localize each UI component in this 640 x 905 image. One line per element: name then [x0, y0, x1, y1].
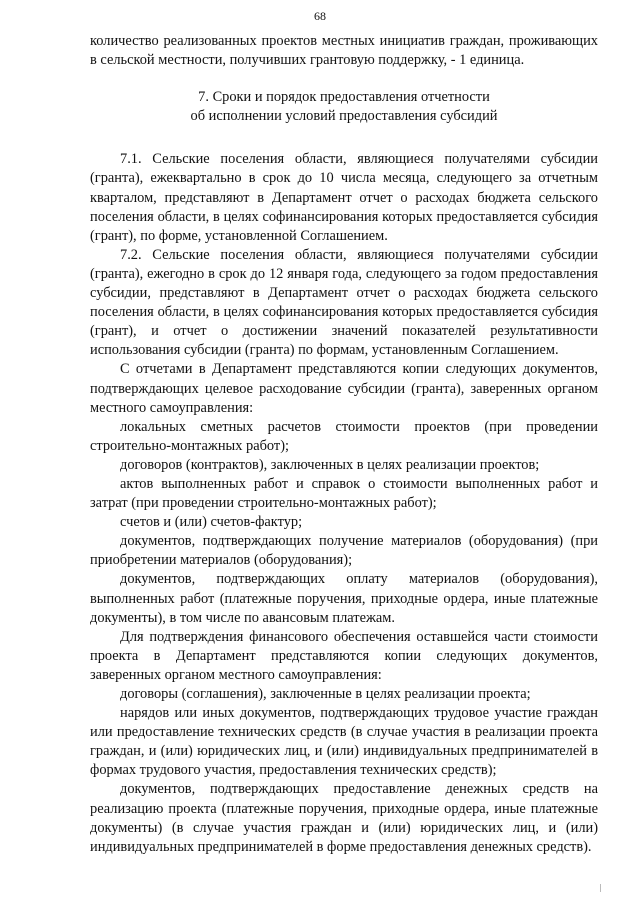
list-item-materials-receipt: документов, подтверждающих получение материалов (оборудования) (при приобретении материалов (оборудования);: [90, 533, 598, 569]
paragraph-financial-confirmation: Для подтверждения финансового обеспечения оставшейся части стоимости проекта в Департамент представляются копии следующих документов, заверенных органом местного самоуправления:: [90, 628, 598, 683]
list-item-payment-docs: документов, подтверждающих оплату материалов (оборудования), выполненных работ (платежные поручения, приходные ордера, иные платежные документы), в том числе по авансовым платежам.: [90, 571, 598, 626]
section-title-line-2: об исполнении условий предоставления субсидий: [190, 108, 498, 125]
list-item-estimates: локальных сметных расчетов стоимости проектов (при проведении строительно-монтажных работ);: [90, 418, 598, 454]
paragraph-reports-copies: С отчетами в Департамент представляются копии следующих документов, подтверждающих целевое расходование субсидии (гранта), заверенных органом местного самоуправления:: [90, 361, 598, 416]
intro-paragraph: количество реализованных проектов местных инициатив граждан, проживающих в сельской местности, получивших грантовую поддержку, - 1 единица.: [90, 33, 598, 69]
list-item-contracts: договоров (контрактов), заключенных в целях реализации проектов;: [120, 456, 540, 473]
list-item-monetary-contribution: документов, подтверждающих предоставление денежных средств на реализацию проекта (платежные поручения, приходные ордера, иные платежные документы) (в случае участия граждан и (или) юридических лиц, и (или) индивидуальных предпринимателей в форме предоставления денежных средств).: [90, 781, 598, 855]
scan-mark: [600, 884, 601, 892]
section-heading: [90, 88, 598, 126]
page-number: 68: [314, 9, 326, 23]
list-item-invoices: счетов и (или) счетов-фактур;: [120, 514, 303, 531]
list-item-acts: актов выполненных работ и справок о стоимости выполненных работ и затрат (при проведении строительно-монтажных работ);: [90, 475, 598, 512]
section-title-line-1: 7. Сроки и порядок предоставления отчетности: [198, 89, 490, 106]
paragraph-7-2: 7.2. Сельские поселения области, являющиеся получателями субсидии (гранта), ежегодно в срок до 12 января года, следующего за годом предоставления субсидии, представляют в Департамент отчет о расходах бюджета сельского поселения области, в целях софинансирования которых предоставляется субсидия (грант), и отчет о достижении значений показателей результативности использования субсидии (гранта) по формам, установленным Соглашением.: [90, 246, 598, 359]
document-body: [90, 32, 598, 857]
list-item-labor-participation: нарядов или иных документов, подтверждающих трудовое участие граждан или предоставление технических средств (в случае участия в реализации проекта граждан, и (или) юридических лиц, и (или) индивидуальных предпринимателей в формах трудового участия, предоставления технических средств);: [90, 705, 598, 779]
list-item-agreements: договоры (соглашения), заключенные в целях реализации проекта;: [120, 686, 531, 702]
paragraph-7-1: 7.1. Сельские поселения области, являющиеся получателями субсидии (гранта), ежеквартально в срок до 10 числа месяца, следующего за отчетным кварталом, представляют в Департамент отчет о расходах бюджета сельского поселения области, в целях софинансирования которых предоставляется субсидия (грант), по форме, установленной Соглашением.: [90, 151, 598, 244]
